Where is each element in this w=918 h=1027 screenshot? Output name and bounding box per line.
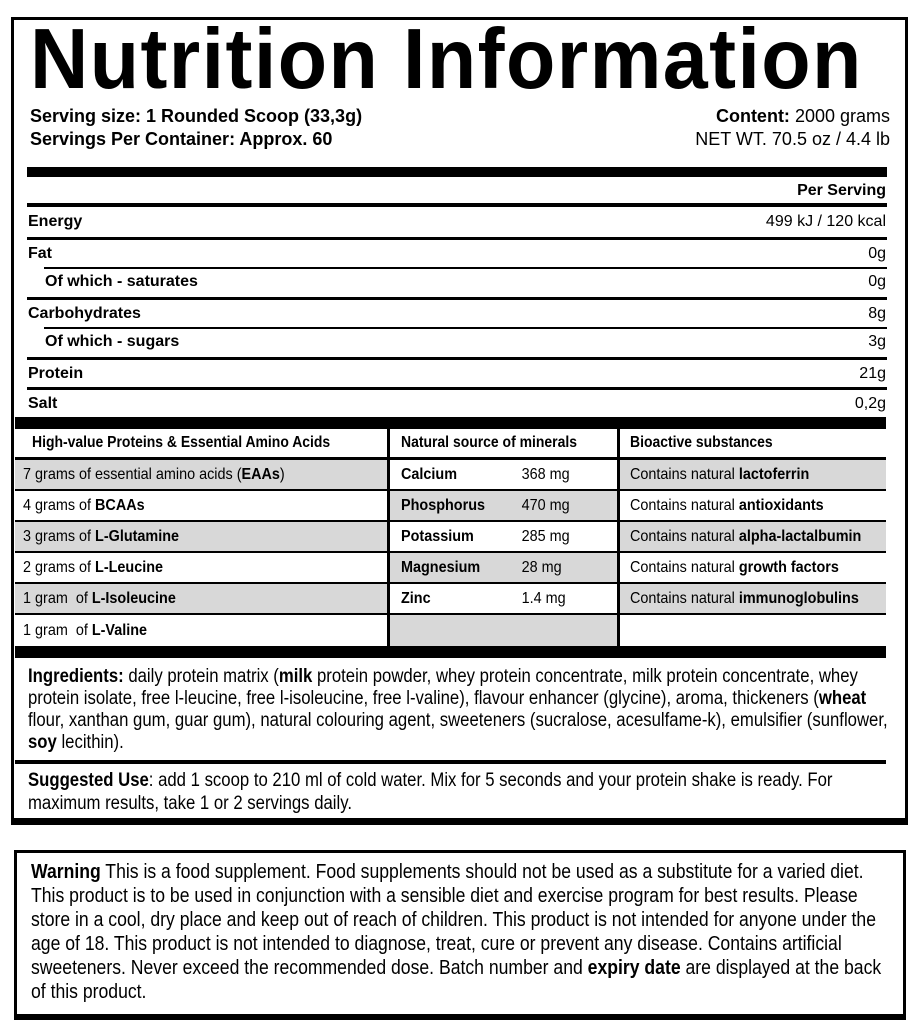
nutrient-row-salt: [27, 387, 887, 417]
content-text: [695, 105, 890, 128]
per-serving-column-header: Per Serving: [27, 177, 887, 207]
table-header-amino: High-value Proteins & Essential Amino Acids: [15, 429, 387, 460]
section-divider: [15, 760, 886, 764]
nutrient-label: Fat: [28, 244, 52, 262]
amino-cell: 7 grams of essential amino acids (EAAs): [15, 460, 387, 491]
mineral-cell: Zinc 1.4 mg: [387, 584, 617, 615]
nutrient-label: Of which - saturates: [45, 273, 198, 290]
nutrient-value: 0g: [868, 244, 886, 262]
suggested-use-section: [28, 769, 891, 815]
amino-cell: 2 grams of L-Leucine: [15, 553, 387, 584]
serving-size-text: Serving size: 1 Rounded Scoop (33,3g): [30, 106, 363, 126]
ingredients-paragraph: Ingredients: daily protein matrix (milk protein powder, whey protein concentrate, milk protein concentrate, whey protein isolate, free l-leucine, free l-isoleucine, free l-valine), flavour enhancer (glycine), aroma, thickeners (wheat flour, xanthan gum, guar gum), natural colouring agent, sweeteners (sucralose, acesulfame-k), emulsifier (sunflower, soy lecithin).: [28, 666, 888, 753]
divider-bar-top: [27, 167, 887, 177]
warning-text-wrap: [31, 860, 889, 1004]
divider-bar-table-top: [15, 417, 886, 429]
amino-cell: 4 grams of BCAAs: [15, 491, 387, 522]
label-title-wrap: [30, 12, 893, 107]
mineral-cell: Potassium 285 mg: [387, 522, 617, 553]
amino-cell: 1 gram of L-Isoleucine: [15, 584, 387, 615]
bioactive-cell: Contains natural growth factors: [617, 553, 886, 584]
table-header-minerals: Natural source of minerals: [387, 429, 617, 460]
nutrient-row-protein: [27, 357, 887, 387]
bioactive-cell: Contains natural antioxidants: [617, 491, 886, 522]
content-value: 2000 grams: [794, 106, 890, 126]
servings-per-container-text: Servings Per Container: Approx. 60: [30, 129, 333, 149]
amino-cell: 3 grams of L-Glutamine: [15, 522, 387, 553]
per-serving-table: [27, 207, 887, 417]
nutrient-value: 3g: [868, 333, 886, 350]
bioactive-cell: Contains natural lactoferrin: [617, 460, 886, 491]
net-weight-text: NET WT. 70.5 oz / 4.4 lb: [695, 129, 890, 149]
nutrient-value: 0,2g: [854, 394, 886, 412]
mineral-cell: Magnesium 28 mg: [387, 553, 617, 584]
mineral-cell: Phosphorus 470 mg: [387, 491, 617, 522]
nutrient-label: Carbohydrates: [28, 304, 141, 322]
warning-box: [14, 850, 906, 1020]
content-label: Content:: [715, 106, 790, 126]
content-info: [695, 105, 890, 151]
nutrient-label: Energy: [28, 213, 83, 230]
amino-minerals-table: [15, 429, 886, 646]
nutrient-value: 0g: [868, 273, 886, 290]
table-header-bioactive: Bioactive substances: [617, 429, 886, 460]
nutrient-value: 21g: [859, 364, 886, 382]
warning-paragraph: Warning This is a food supplement. Food supplements should not be used as a substitute for a varied diet. This product is to be used in conjunction with a sensible diet and exercise program for best results. Please store in a cool, dry place and keep out of reach of children. This product is not intended for anyone under the age of 18. This product is not intended to diagnose, treat, cure or prevent any disease. Contains artificial sweeteners. Never exceed the recommended dose. Batch number and expiry date are displayed at the back of this product.: [31, 861, 882, 1003]
nutrient-row-energy: [27, 207, 887, 237]
nutrient-label: Salt: [28, 394, 58, 412]
suggested-use-paragraph: Suggested Use: add 1 scoop to 210 ml of cold water. Mix for 5 seconds and your protein shake is ready. For maximum results, take 1 or 2 servings daily.: [28, 770, 833, 814]
nutrient-row-carbohydrates: [27, 297, 887, 327]
label-header-row: [30, 105, 890, 151]
mineral-cell-empty: [387, 615, 617, 646]
divider-bar-table-bottom: [15, 646, 886, 658]
page-title: Nutrition Information: [30, 12, 863, 107]
mineral-cell: Calcium 368 mg: [387, 460, 617, 491]
ingredients-section: [28, 666, 891, 754]
nutrient-value: 8g: [868, 304, 886, 322]
nutrient-row-saturates: [27, 267, 887, 297]
nutrient-row-fat: [27, 237, 887, 267]
bioactive-cell: Contains natural immunoglobulins: [617, 584, 886, 615]
bioactive-cell: Contains natural alpha-lactalbumin: [617, 522, 886, 553]
nutrient-row-sugars: [27, 327, 887, 357]
serving-info: [30, 105, 362, 151]
nutrition-label-box: [11, 12, 908, 825]
nutrient-value: 499 kJ / 120 kcal: [765, 213, 886, 230]
nutrient-label: Protein: [28, 364, 84, 382]
bioactive-cell-empty: [617, 615, 886, 646]
nutrient-label: Of which - sugars: [45, 333, 180, 350]
amino-cell: 1 gram of L-Valine: [23, 621, 148, 639]
